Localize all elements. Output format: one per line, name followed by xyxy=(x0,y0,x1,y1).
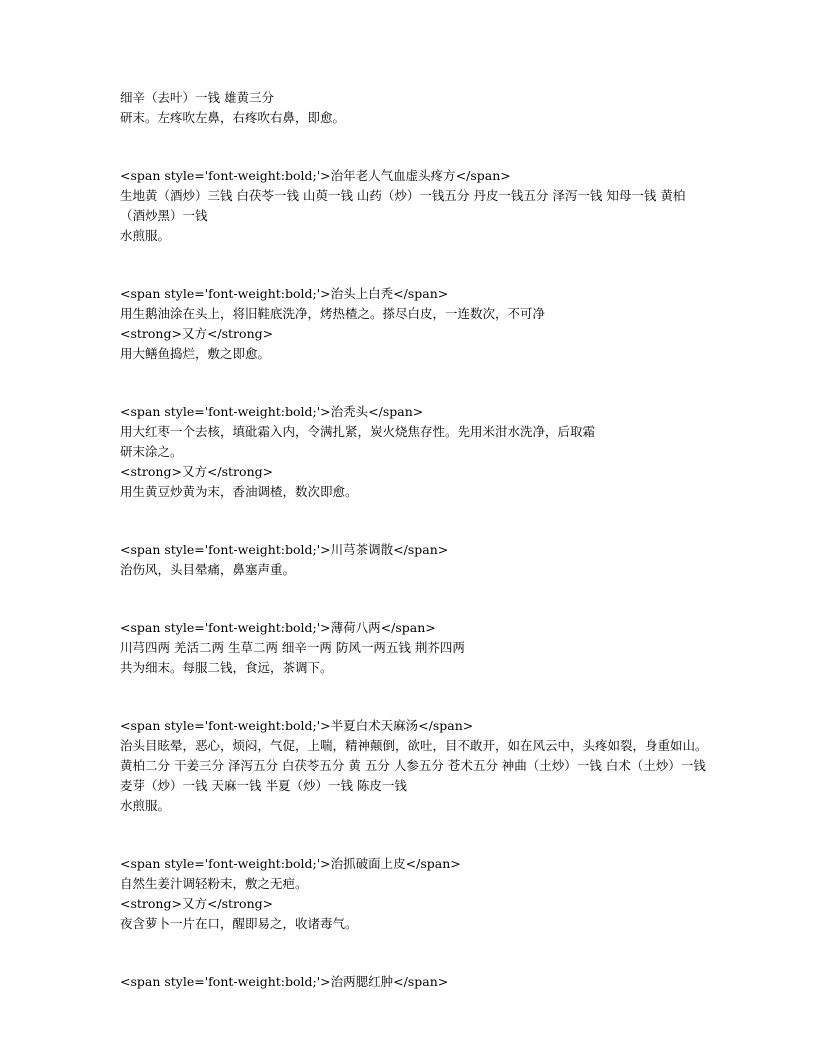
instructions-line: 共为细末。每服二钱，食远，茶调下。 xyxy=(120,660,333,675)
instructions-line: 用大鳝鱼捣烂，敷之即愈。 xyxy=(120,346,271,361)
document-page xyxy=(120,88,710,992)
alternate-remedy-line: <strong>又方</strong> xyxy=(120,464,274,479)
block-spacer xyxy=(120,580,710,618)
remedy-title-line: <span style='font-weight:bold;'>半夏白术天麻汤</span> xyxy=(120,718,474,733)
alternate-remedy-line: <strong>又方</strong> xyxy=(120,326,274,341)
remedy-block xyxy=(120,166,710,246)
indication-line: 治伤风，头目晕痛，鼻塞声重。 xyxy=(120,562,296,577)
indication-line: 治头目眩晕，恶心，烦闷，气促，上喘，精神颠倒，欲吐，目不敢开，如在风云中，头疼如裂，身重如山。 xyxy=(120,738,708,753)
remedy-title-line: <span style='font-weight:bold;'>治秃头</span> xyxy=(120,404,424,419)
instructions-line: 研末。左疼吹左鼻，右疼吹右鼻，即愈。 xyxy=(120,110,346,125)
block-spacer xyxy=(120,128,710,166)
instructions-line: 用大红枣一个去核，填砒霜入内，令满扎紧，炭火烧焦存性。先用米泔水洗净，后取霜 xyxy=(120,424,596,439)
remedy-block xyxy=(120,540,710,580)
ingredients-line: 黄柏二分 干姜三分 泽泻五分 白茯苓五分 黄 五分 人参五分 苍术五分 神曲（土炒）一钱 白术（土炒）一钱 麦芽（炒）一钱 天麻一钱 半夏（炒）一钱 陈皮一钱 xyxy=(120,758,710,793)
instructions-line: 水煎服。 xyxy=(120,228,171,243)
remedy-title-line: <span style='font-weight:bold;'>治头上白秃</span> xyxy=(120,286,449,301)
instructions-line: 自然生姜汁调轻粉末，敷之无疤。 xyxy=(120,876,308,891)
block-spacer xyxy=(120,816,710,854)
ingredients-line: 细辛（去叶）一钱 雄黄三分 xyxy=(120,90,274,105)
remedy-block xyxy=(120,972,710,992)
remedy-block xyxy=(120,88,710,128)
block-spacer xyxy=(120,934,710,972)
instructions-line: 研末涂之。 xyxy=(120,444,183,459)
remedy-title-line: <span style='font-weight:bold;'>治年老人气血虚头疼方</span> xyxy=(120,168,511,183)
remedy-title-line: <span style='font-weight:bold;'>薄荷八两</span> xyxy=(120,620,436,635)
remedy-block xyxy=(120,716,710,816)
instructions-line: 用生鹅油涂在头上，将旧鞋底洗净，烤热楂之。搽尽白皮，一连数次，不可净 xyxy=(120,306,546,321)
instructions-line: 夜含萝卜一片在口，醒即易之，收诸毒气。 xyxy=(120,916,358,931)
block-spacer xyxy=(120,502,710,540)
remedy-title-line: <span style='font-weight:bold;'>治两腮红肿</span> xyxy=(120,974,449,989)
block-spacer xyxy=(120,364,710,402)
remedy-title-line: <span style='font-weight:bold;'>治抓破面上皮</span> xyxy=(120,856,461,871)
remedy-block xyxy=(120,402,710,502)
remedy-block xyxy=(120,854,710,934)
instructions-line: 用生黄豆炒黄为末，香油调楂，数次即愈。 xyxy=(120,484,358,499)
alternate-remedy-line: <strong>又方</strong> xyxy=(120,896,274,911)
remedy-title-line: <span style='font-weight:bold;'>川芎茶调散</span> xyxy=(120,542,449,557)
instructions-line: 水煎服。 xyxy=(120,798,171,813)
remedy-block xyxy=(120,284,710,364)
block-spacer xyxy=(120,246,710,284)
remedy-block xyxy=(120,618,710,678)
block-spacer xyxy=(120,678,710,716)
ingredients-line: 生地黄（酒炒）三钱 白茯苓一钱 山萸一钱 山药（炒）一钱五分 丹皮一钱五分 泽泻一钱 知母一钱 黄柏（酒炒黑）一钱 xyxy=(120,188,686,223)
ingredients-line: 川芎四两 羌活二两 生草二两 细辛一两 防风一两五钱 荆芥四两 xyxy=(120,640,465,655)
